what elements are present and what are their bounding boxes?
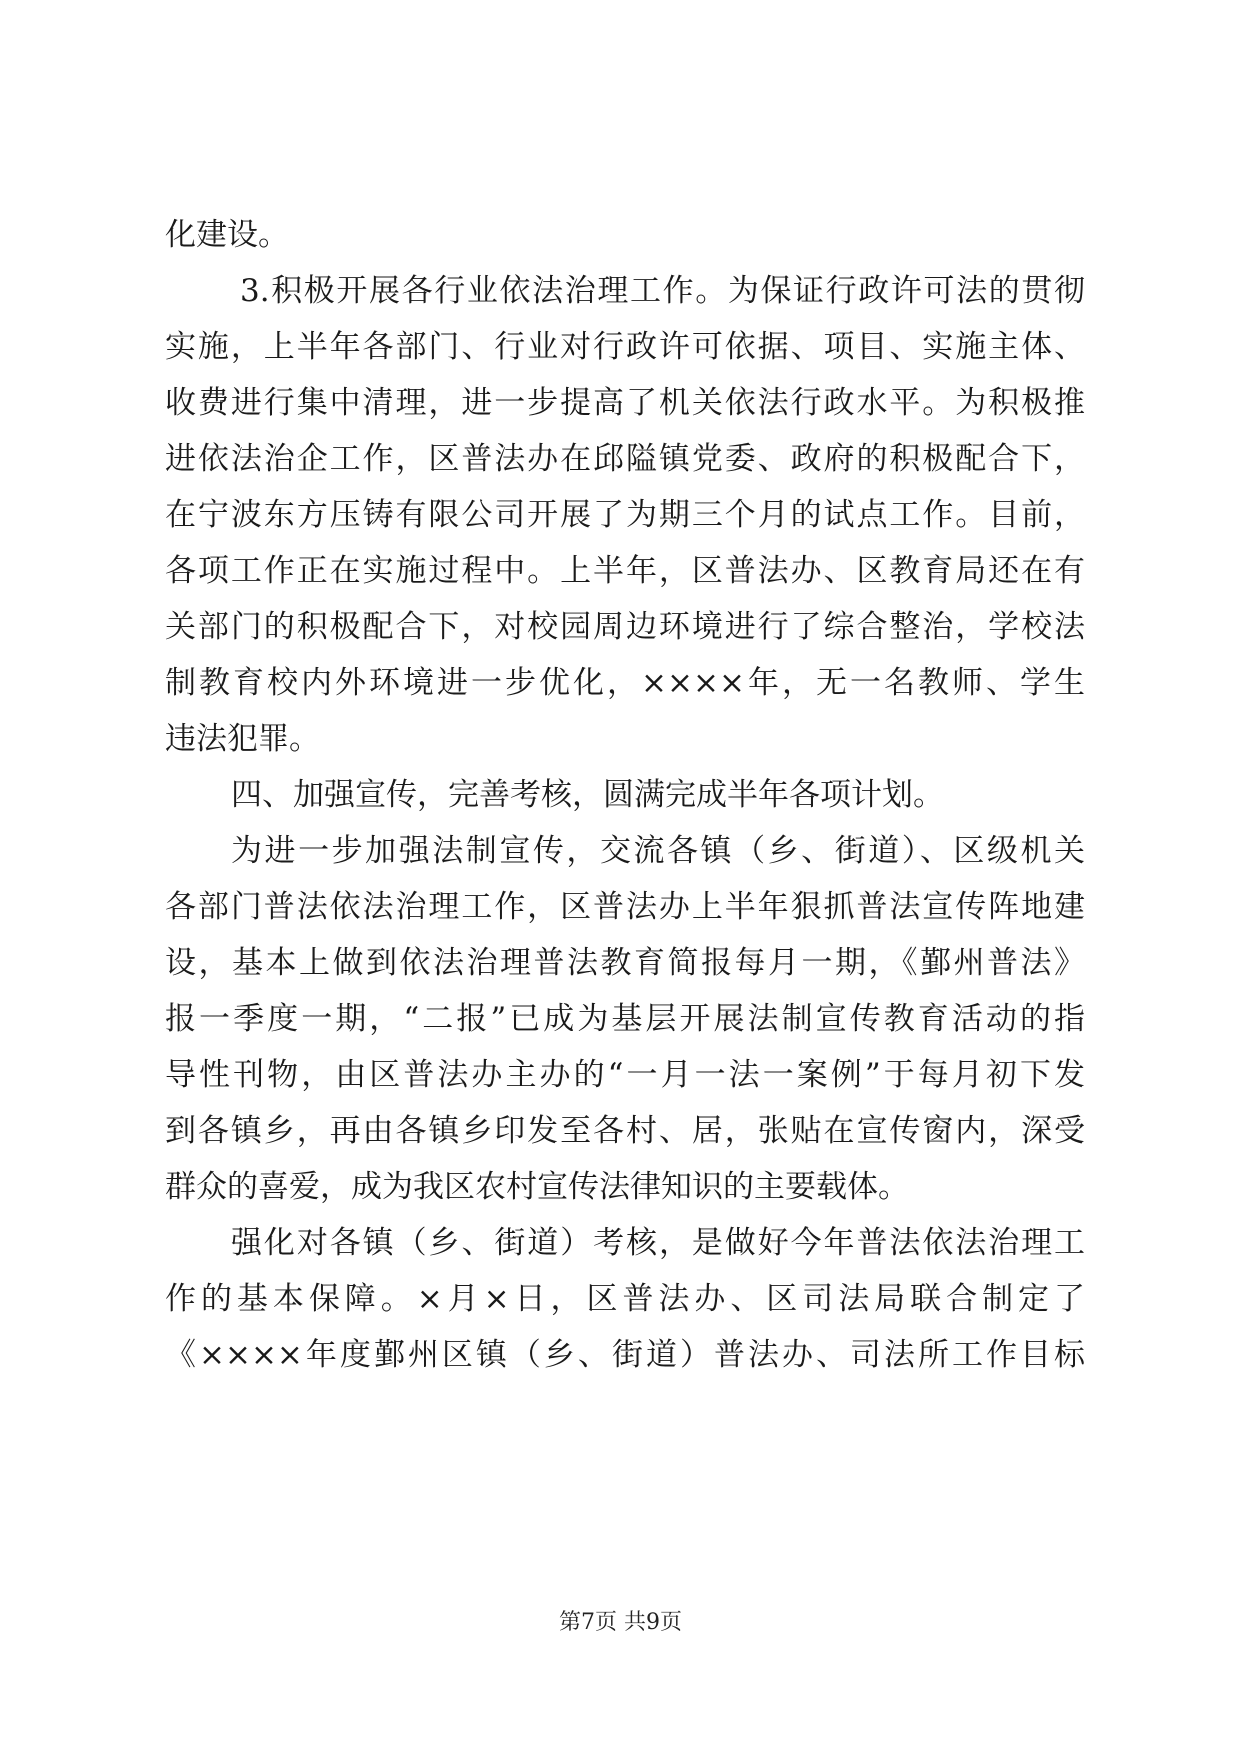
text-line: 各部门普法依法治理工作，区普法办上半年狠抓普法宣传阵地建 <box>165 889 1085 925</box>
text-line: 3.积极开展各行业依法治理工作。为保证行政许可法的贯彻 <box>240 273 1085 309</box>
text-line: 收费进行集中清理，进一步提高了机关依法行政水平。为积极推 <box>165 385 1085 421</box>
text-line: 为进一步加强法制宣传，交流各镇（乡、街道）、区级机关 <box>231 833 1085 869</box>
text-line: 作的基本保障。×月×日，区普法办、区司法局联合制定了 <box>165 1281 1085 1317</box>
text-line: 关部门的积极配合下，对校园周边环境进行了综合整治，学校法 <box>165 609 1085 645</box>
text-line: 群众的喜爱，成为我区农村宣传法律知识的主要载体。 <box>165 1169 909 1205</box>
text-line: 各项工作正在实施过程中。上半年，区普法办、区教育局还在有 <box>165 553 1085 589</box>
page-number: 第7页 共9页 <box>559 1610 682 1635</box>
text-line: 进依法治企工作，区普法办在邱隘镇党委、政府的积极配合下， <box>165 441 1085 477</box>
text-line: 导性刊物，由区普法办主办的“一月一法一案例”于每月初下发 <box>165 1057 1085 1093</box>
text-line: 实施，上半年各部门、行业对行政许可依据、项目、实施主体、 <box>165 329 1085 365</box>
text-line: 报一季度一期，“二报”已成为基层开展法制宣传教育活动的指 <box>165 1001 1085 1037</box>
section-heading: 四、加强宣传，完善考核，圆满完成半年各项计划。 <box>231 777 944 813</box>
text-line: 《××××年度鄞州区镇（乡、街道）普法办、司法所工作目标 <box>165 1337 1085 1373</box>
text-line: 违法犯罪。 <box>165 721 320 757</box>
text-line: 强化对各镇（乡、街道）考核，是做好今年普法依法治理工 <box>231 1225 1085 1261</box>
text-line: 设，基本上做到依法治理普法教育简报每月一期，《鄞州普法》 <box>165 945 1085 981</box>
text-line: 在宁波东方压铸有限公司开展了为期三个月的试点工作。目前， <box>165 497 1085 533</box>
text-line: 制教育校内外环境进一步优化，××××年，无一名教师、学生 <box>165 665 1085 701</box>
text-line: 到各镇乡，再由各镇乡印发至各村、居，张贴在宣传窗内，深受 <box>165 1113 1085 1149</box>
text-line: 化建设。 <box>165 217 289 253</box>
